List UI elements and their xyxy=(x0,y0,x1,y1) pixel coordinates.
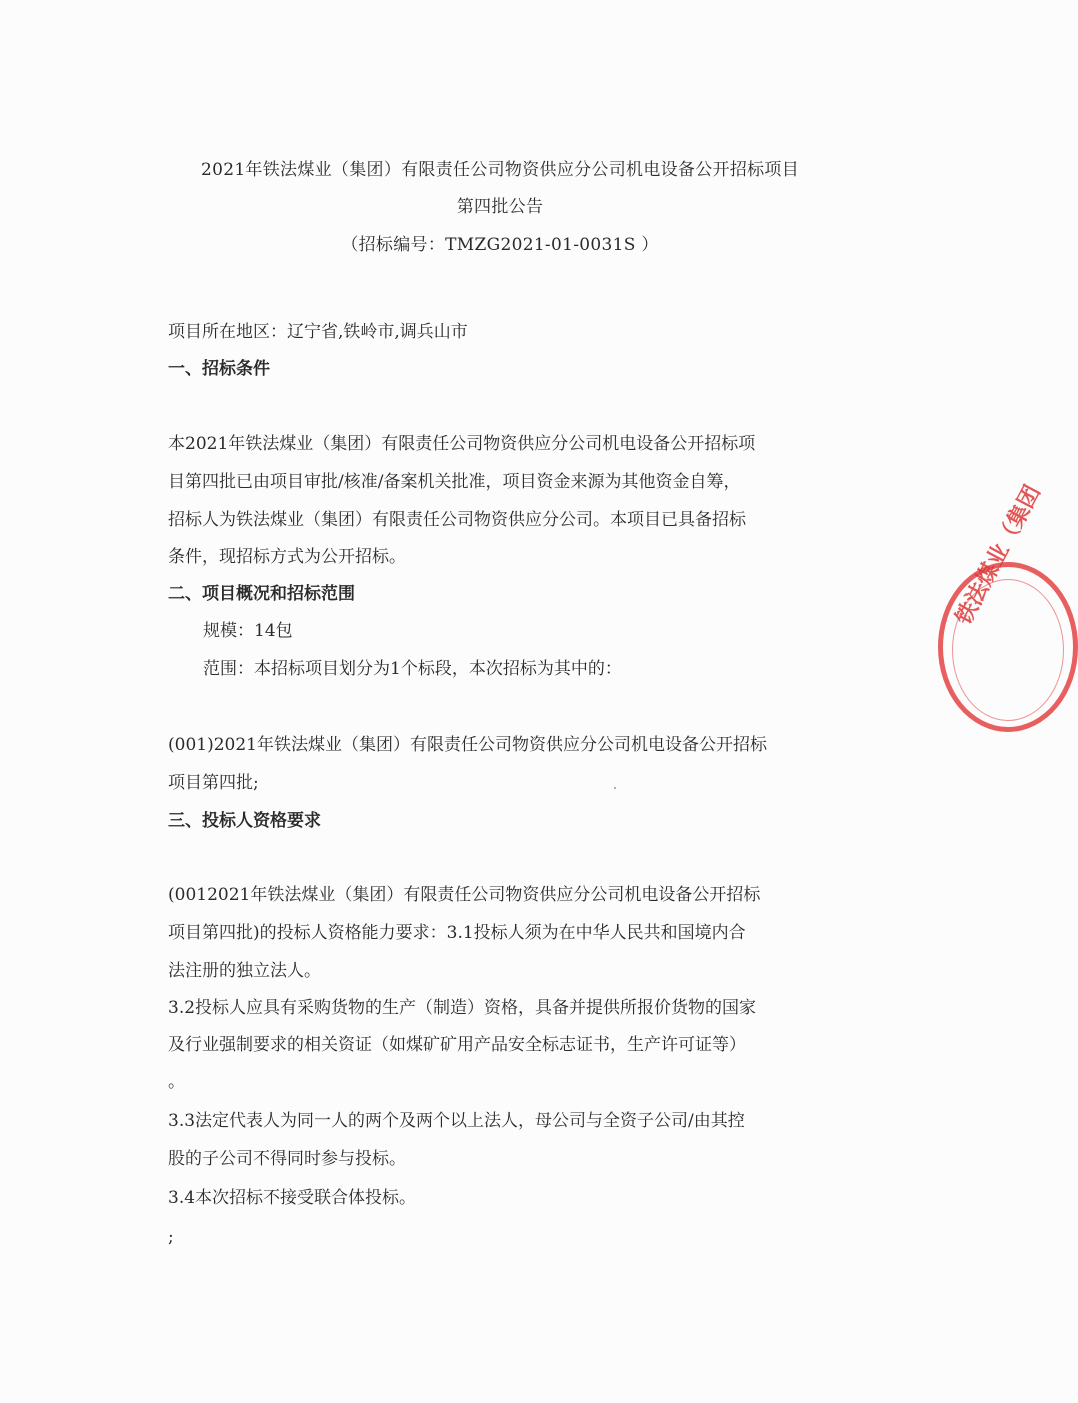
document-title-line-1: 2021年铁法煤业（集团）有限责任公司物资供应分公司机电设备公开招标项目 xyxy=(200,160,800,180)
section-3-paragraph-line: (0012021年铁法煤业（集团）有限责任公司物资供应分公司机电设备公开招标 xyxy=(168,885,761,905)
section-3-heading: 三、投标人资格要求 xyxy=(168,811,321,831)
section-1-paragraph-line: 本2021年铁法煤业（集团）有限责任公司物资供应分公司机电设备公开招标项 xyxy=(168,434,756,454)
project-location: 项目所在地区：辽宁省,铁岭市,调兵山市 xyxy=(168,322,468,342)
section-2-heading: 二、项目概况和招标范围 xyxy=(168,584,355,604)
lot-description-line: 项目第四批; xyxy=(168,773,259,793)
section-3-paragraph-line: 3.4本次招标不接受联合体投标。 xyxy=(168,1188,417,1208)
section-3-paragraph-line: 。 xyxy=(168,1072,185,1092)
tender-number: （招标编号：TMZG2021-01-0031S ） xyxy=(341,235,659,255)
section-3-paragraph-line: 项目第四批)的投标人资格能力要求：3.1投标人须为在中华人民共和国境内合 xyxy=(168,923,746,943)
section-1-paragraph-line: 目第四批已由项目审批/核准/备案机关批准，项目资金来源为其他资金自筹， xyxy=(168,472,741,492)
company-seal-stamp xyxy=(938,480,1078,732)
section-3-paragraph-line: 3.3法定代表人为同一人的两个及两个以上法人，母公司与全资子公司/由其控 xyxy=(168,1111,745,1131)
project-scope: 范围：本招标项目划分为1个标段，本次招标为其中的： xyxy=(203,659,622,679)
lot-description-line: (001)2021年铁法煤业（集团）有限责任公司物资供应分公司机电设备公开招标 xyxy=(168,735,767,755)
section-3-paragraph-line: ; xyxy=(168,1227,174,1247)
section-1-paragraph-line: 条件，现招标方式为公开招标。 xyxy=(168,547,406,567)
seal-text: 铁法煤业（集团 xyxy=(950,480,1046,630)
scan-speck xyxy=(614,787,616,789)
document-title-line-2: 第四批公告 xyxy=(456,197,544,217)
section-3-paragraph-line: 3.2投标人应具有采购货物的生产（制造）资格，具备并提供所报价货物的国家 xyxy=(168,998,757,1018)
section-3-paragraph-line: 法注册的独立法人。 xyxy=(168,961,321,981)
project-scale: 规模：14包 xyxy=(203,621,293,641)
section-3-paragraph-line: 及行业强制要求的相关资证（如煤矿矿用产品安全标志证书，生产许可证等） xyxy=(168,1035,746,1055)
section-1-paragraph-line: 招标人为铁法煤业（集团）有限责任公司物资供应分公司。本项目已具备招标 xyxy=(168,510,746,530)
section-1-heading: 一、招标条件 xyxy=(168,359,270,379)
section-3-paragraph-line: 股的子公司不得同时参与投标。 xyxy=(168,1149,406,1169)
